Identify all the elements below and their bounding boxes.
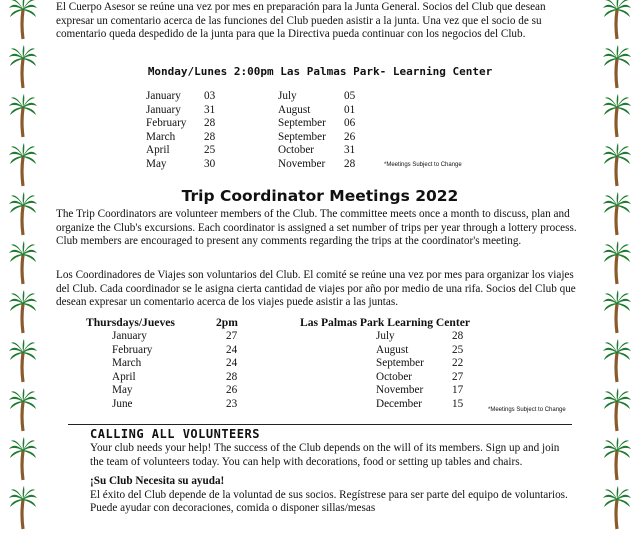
schedule-day: 01 [344,103,356,116]
palm-tree-icon [602,339,632,383]
schedule-month: December [376,398,422,410]
advisory-text: El Cuerpo Asesor se reúne una vez por mes en preparación para la Junta General. Socios del Club que desean expresar un comentario acerca de las funciones del Club pueden asistir a la junta. Una vez que el socio de su comentario queda despedido de la junta para que la Directiva pueda continuar con los negocios del Club. [56,1,546,41]
schedule-month: September [278,130,326,143]
left-palm-border [0,0,44,540]
palm-tree-icon [8,0,38,40]
palm-tree-icon [602,192,632,236]
volunteers-title: CALLING ALL VOLUNTEERS [90,427,260,441]
schedule-day: 31 [204,103,216,116]
palm-tree-icon [8,388,38,432]
advisory-meeting-line: Monday/Lunes 2:00pm Las Palmas Park- Learning Center [147,65,493,78]
schedule-month: April [112,370,136,383]
schedule-month: April [146,144,170,157]
schedule-day: 28 [344,158,356,170]
schedule-day: 30 [204,158,216,170]
palm-tree-icon [602,388,632,432]
palm-tree-icon [8,192,38,236]
schedule-month: March [112,357,142,370]
schedule-day: 24 [226,357,238,370]
palm-tree-icon [8,486,38,530]
palm-tree-icon [8,290,38,334]
schedule-month: January [112,330,147,342]
schedule-month: November [278,158,326,170]
trip-note: *Meetings Subject to Change [488,407,566,413]
palm-tree-icon [8,45,38,89]
trip-text-en: The Trip Coordinators are volunteer members of the Club. The committee meets once a month to discuss, plan and organize the Club's excursions. Each coordinator is assigned a set number of trips per year through a lottery process. Club members are encouraged to present any comments regarding the trips at the coordinator's meeting. [56,208,577,248]
schedule-month: October [376,370,413,383]
trip-header-place: Las Palmas Park Learning Center [300,316,471,329]
trip-header-day: Thursdays/Jueves [86,316,175,329]
trip-schedule-right [376,330,476,420]
palm-tree-icon [602,143,632,187]
schedule-day: 25 [452,343,464,356]
palm-tree-icon [602,45,632,89]
schedule-month: July [376,330,395,342]
schedule-month: May [112,384,133,397]
schedule-day: 03 [204,90,216,102]
palm-tree-icon [8,94,38,138]
schedule-month: January [146,103,181,116]
schedule-day: 17 [452,384,464,397]
schedule-month: May [146,158,167,170]
palm-tree-icon [602,486,632,530]
volunteers-text-es: El éxito del Club depende de la voluntad de sus socios. Regístrese para ser parte del equipo de voluntarios. Puede ayudar con decoraciones, comida o disponer sillas/mesas [90,488,568,515]
palm-tree-icon [602,290,632,334]
schedule-day: 28 [452,330,464,342]
schedule-month: September [376,357,424,370]
schedule-day: 06 [344,117,356,130]
schedule-month: March [146,130,176,143]
advisory-schedule-right [278,90,398,180]
schedule-day: 28 [226,370,238,383]
schedule-month: August [278,103,311,116]
palm-tree-icon [8,437,38,481]
schedule-day: 26 [226,384,238,397]
palm-tree-icon [8,241,38,285]
palm-tree-icon [8,143,38,187]
advisory-schedule-left [146,90,256,180]
advisory-note: *Meetings Subject to Change [384,162,462,168]
schedule-day: 26 [344,130,356,143]
schedule-day: 31 [344,144,356,157]
schedule-day: 15 [452,398,464,410]
schedule-day: 28 [204,130,216,143]
trip-text-es: Los Coordinadores de Viajes son voluntarios del Club. El comité se reúne una vez por mes para organizar los viajes del Club. Cada coordinador se le asigna cierta cantidad de viajes por año por medio de una rifa. Socios del Club que desean expresar un comentario acerca de los viajes puede asistir a las juntas. [56,269,576,309]
schedule-day: 22 [452,357,464,370]
schedule-day: 27 [226,330,238,342]
schedule-month: August [376,343,409,356]
schedule-day: 23 [226,398,238,410]
trip-title: Trip Coordinator Meetings 2022 [181,187,459,205]
volunteers-section [90,427,570,516]
palm-tree-icon [602,94,632,138]
schedule-day: 25 [204,144,216,157]
schedule-month: November [376,384,424,397]
schedule-day: 28 [204,117,216,130]
schedule-month: July [278,90,297,102]
right-palm-border [596,0,640,540]
section-divider [68,424,572,425]
schedule-month: February [112,343,153,356]
volunteers-text-en: Your club needs your help! The success of the Club depends on the will of its members. Sign up and join the team of volunteers today. You can help with decorations, food or setting up tables and chairs. [90,442,560,468]
trip-schedule-left [112,330,252,420]
volunteers-title-es: ¡Su Club Necesita su ayuda! [90,475,225,488]
schedule-day: 05 [344,90,356,102]
schedule-month: January [146,90,181,102]
schedule-month: September [278,117,326,130]
schedule-month: February [146,117,187,130]
palm-tree-icon [602,437,632,481]
palm-tree-icon [8,339,38,383]
schedule-month: October [278,144,315,157]
schedule-month: June [112,398,133,410]
schedule-day: 24 [226,343,238,356]
palm-tree-icon [602,241,632,285]
palm-tree-icon [602,0,632,40]
trip-header-time: 2pm [216,316,238,329]
schedule-day: 27 [452,370,464,383]
